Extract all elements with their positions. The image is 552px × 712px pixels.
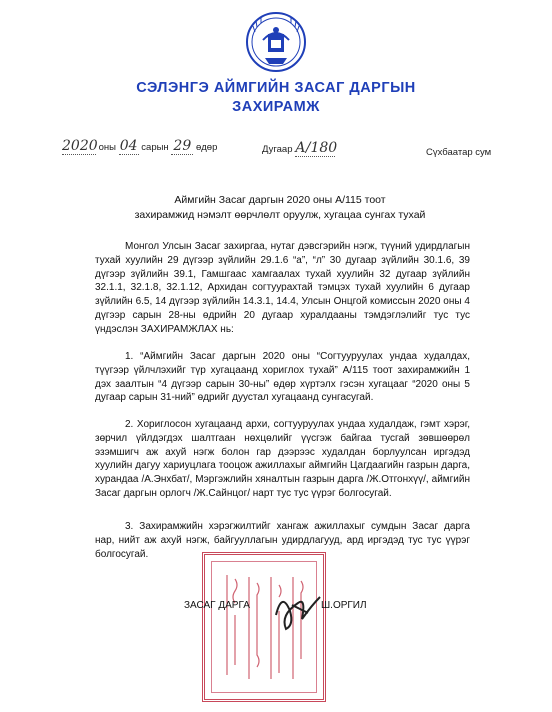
date-day-label: өдөр bbox=[195, 142, 218, 153]
handwritten-signature bbox=[268, 585, 328, 635]
signatory-title: ЗАСАГ ДАРГА bbox=[184, 600, 250, 611]
mongolia-state-emblem-icon bbox=[245, 10, 307, 74]
date-line bbox=[62, 138, 217, 155]
org-title: СЭЛЭНГЭ АЙМГИЙН ЗАСАГ ДАРГЫН bbox=[136, 80, 416, 96]
document-title bbox=[90, 193, 470, 223]
date-year: 2020 bbox=[62, 138, 98, 154]
signatory-name: Ш.ОРГИЛ bbox=[321, 600, 367, 611]
document-type: ЗАХИРАМЖ bbox=[232, 99, 320, 115]
date-month-label: сарын bbox=[141, 142, 169, 153]
title-line-2: захирамжид нэмэлт өөрчлөлт оруулж, хугацаа сунгах тухай bbox=[134, 209, 426, 221]
order-item-3: 3. Захирамжийн хэрэгжилтийг хангаж ажиллахыг сумдын Засаг дарга нар, нийт аж ахуй нэгж, байгууллагын удирдлагууд, ард иргэдэд тус тус үүрэг болгосугай. bbox=[95, 521, 470, 560]
preamble-paragraph: Монгол Улсын Засаг захиргаа, нутаг дэвсгэрийн нэгж, түүний удирдлагын тухай хуулийн 29 дүгээр зүйлийн 29.1.6 “а”, “л” 30 дугаар зүйлийн 30.1.6, 39 дүгээр зүйлийн 39.1, Гамшгаас хамгаалах тухай хуулийн 32 дугаар зүйлийн 32.1.1, 32.1.8, 32.1.12, Архидан согтуурахтай тэмцэх тухай хуулийн 6 дугаар зүйлийн 6.5, 14 дүгээр зүйлийн 14.3.1, 14.4, Улсын Онцгой комиссын 2020 оны 4 дүгээр сарын 28-ны өдрийн 20 дугаар хуралдааны тэмдэглэлийг тус тус үндэслэн ЗАХИРАМЖЛАХ нь: bbox=[95, 241, 470, 335]
date-day: 29 bbox=[171, 138, 193, 155]
document-number: А/180 bbox=[295, 140, 338, 156]
location: Сүхбаатар сум bbox=[426, 147, 492, 158]
date-month: 04 bbox=[119, 138, 138, 154]
date-year-label: оны bbox=[98, 142, 116, 153]
number-label: Дугаар bbox=[262, 144, 293, 155]
title-line-1: Аймгийн Засаг даргын 2020 оны А/115 тоот bbox=[174, 194, 386, 206]
order-item-1: 1. “Аймгийн Засаг даргын 2020 оны “Согтууруулах ундаа худалдах, түүгээр үйлчлэхийг түр хугацаанд хориглох тухай” А/115 тоот захирамжийн 1 дэх заалтын “4 дүгээр сарын 30-ны” өдөр хүртэлх гэсэн хугацааг “2020 оны 5 дугаар сарын 31-ний” өдрийг дуустал хугацаанд сунгасугай. bbox=[95, 351, 470, 404]
number-line bbox=[262, 140, 338, 157]
order-item-2: 2. Хориглосон хугацаанд архи, согтууруулах ундаа худалдаж, гэмт хэрэг, зөрчил үйлдэгдэх шалтгаан нөхцөлийг үүсгэж байгаа тусгай зөвшөөрөл эзэмшигч аж ахуй нэгж болон гар дээрээс худалдан борлуулсан иргэдэд хуулийн дагуу хариуцлага тооцож ажиллахыг аймгийн Цагдаагийн газрын дарга, хурандаа /А.Энхбат/, Мэргэжлийн хяналтын газрын дарга /Ж.Отгонхүү/, аймгийн Засаг даргын орлогч /Ж.Сайнцог/ нарт тус тус үүрэг болгосугай. bbox=[95, 419, 470, 499]
